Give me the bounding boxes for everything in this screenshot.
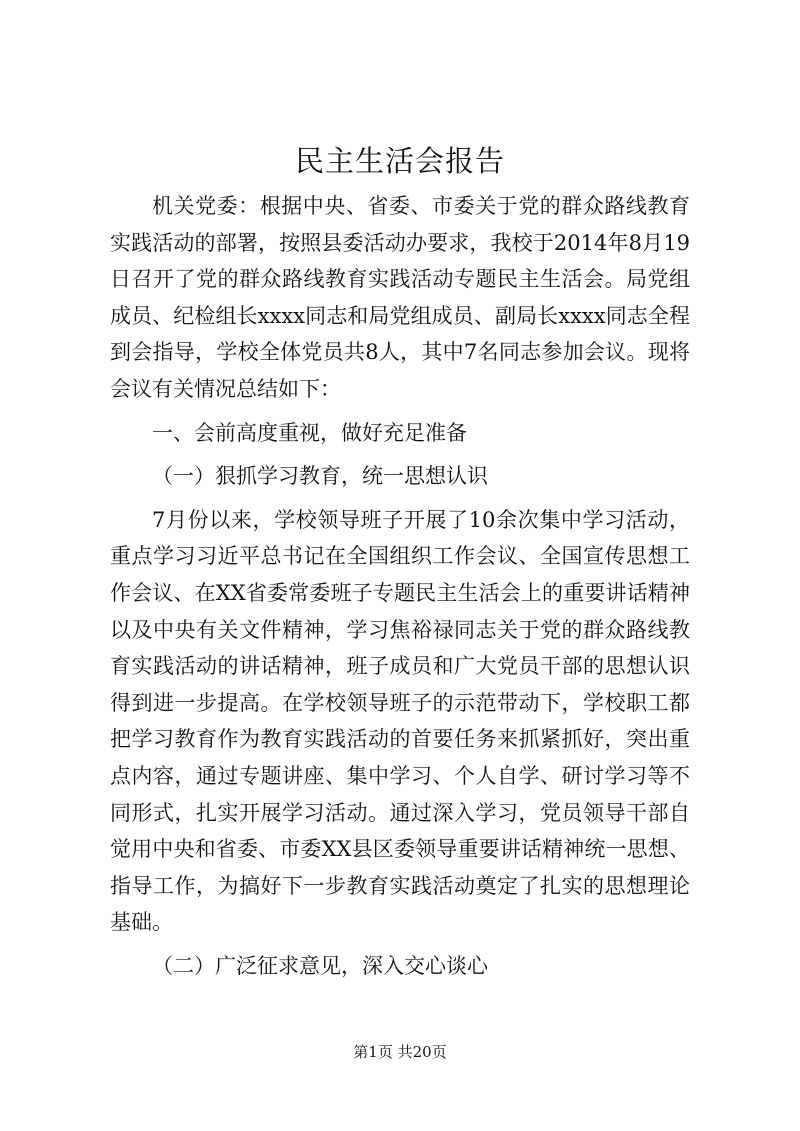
page-number-footer: 第1页 共20页 (353, 1043, 447, 1061)
intro-paragraph: 机关党委：根据中央、省委、市委关于党的群众路线教育实践活动的部署，按照县委活动办要求，我校于2014年8月19日召开了党的群众路线教育实践活动专题民主生活会。局党组成员、纪检组长xxxx同志和局党组成员、副局长xxxx同志全程到会指导，学校全体党员共8人，其中7名同志参加会议。现将会议有关情况总结如下： (110, 194, 690, 401)
subsection-heading-1: （一）狠抓学习教育，统一思想认识 (152, 464, 488, 489)
section-heading-1: 一、会前高度重视，做好充足准备 (152, 420, 467, 445)
body-paragraph-1: 7月份以来，学校领导班子开展了10余次集中学习活动，重点学习习近平总书记在全国组织工作会议、全国宣传思想工作会议、在XX省委常委班子专题民主生活会上的重要讲话精神以及中央有关文件精神，学习焦裕禄同志关于党的群众路线教育实践活动的讲话精神，班子成员和广大党员干部的思想认识得到进一步提高。在学校领导班子的示范带动下，学校职工都把学习教育作为教育实践活动的首要任务来抓紧抓好，突出重点内容，通过专题讲座、集中学习、个人自学、研讨学习等不同形式，扎实开展学习活动。通过深入学习，党员领导干部自觉用中央和省委、市委XX县区委领导重要讲话精神统一思想、指导工作，为搞好下一步教育实践活动奠定了扎实的思想理论基础。 (110, 507, 690, 935)
subsection-heading-2: （二）广泛征求意见，深入交心谈心 (152, 953, 488, 978)
document-title: 民主生活会报告 (294, 144, 505, 178)
